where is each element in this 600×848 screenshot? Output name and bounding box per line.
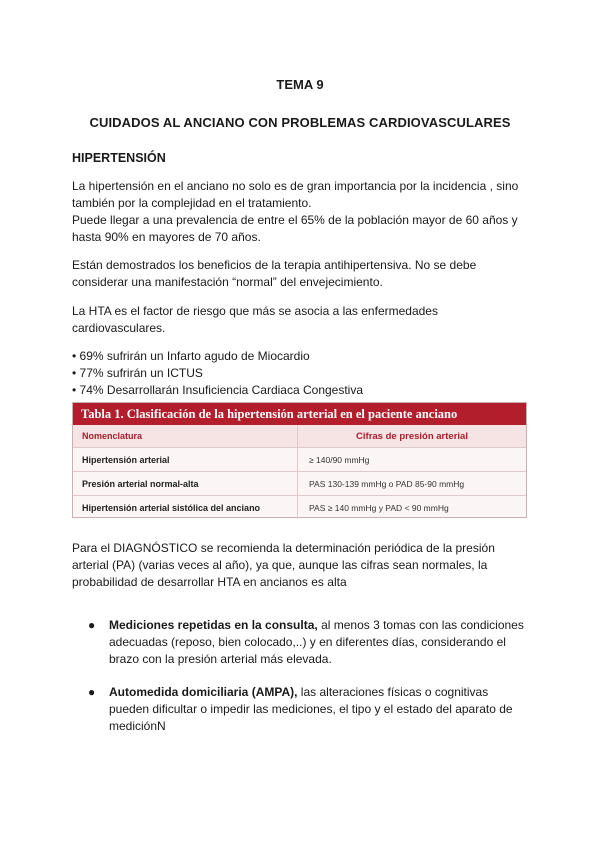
classification-table — [72, 402, 527, 518]
section-heading: HIPERTENSIÓN — [72, 151, 166, 165]
method-item — [88, 684, 528, 735]
table-row — [73, 472, 526, 496]
text-line: probabilidad de desarrollar HTA en ancianos es alta — [72, 575, 347, 589]
topic-number: TEMA 9 — [276, 77, 324, 92]
text-line: al menos 3 tomas con las condiciones — [317, 618, 524, 632]
table-caption: Tabla 1. Clasificación de la hipertensión arterial en el paciente anciano — [73, 403, 526, 425]
text-line: adecuadas (reposo, bien colocado,..) y en diferentes días, considerando el — [109, 635, 506, 649]
benefits-paragraph — [72, 257, 542, 291]
bullet-icon: ● — [88, 618, 96, 632]
text-line: las alteraciones físicas o cognitivas — [297, 685, 489, 699]
method-name: Mediciones repetidas en la consulta, — [109, 618, 318, 632]
text-line: La HTA es el factor de riesgo que más se asocia a las enfermedades — [72, 304, 438, 318]
intro-paragraph — [72, 178, 542, 246]
diagnosis-paragraph — [72, 540, 542, 591]
text-line: cardiovasculares. — [72, 321, 166, 335]
table-row — [73, 496, 526, 519]
text-line: hasta 90% en mayores de 70 años. — [72, 230, 261, 244]
text-line: considerar una manifestación “normal” del envejecimiento. — [72, 275, 383, 289]
stats-list — [72, 348, 363, 399]
list-item: • 74% Desarrollarán Insuficiencia Cardiaca Congestiva — [72, 382, 363, 399]
table-cell: PAS 130-139 mmHg o PAD 85-90 mmHg — [309, 478, 465, 489]
text-line: Puede llegar a una prevalencia de entre el 65% de la población mayor de 60 años y — [72, 213, 518, 227]
method-name: Automedida domiciliaria (AMPA), — [109, 685, 298, 699]
text-line: Para el DIAGNÓSTICO se recomienda la determinación periódica de la presión — [72, 541, 495, 555]
table-header-cell: Nomenclatura — [73, 425, 298, 447]
table-cell: PAS ≥ 140 mmHg y PAD < 90 mmHg — [309, 502, 449, 513]
list-item: • 69% sufrirán un Infarto agudo de Miocardio — [72, 348, 363, 365]
table-header-cell: Cifras de presión arterial — [356, 430, 468, 442]
table-cell: Hipertensión arterial sistólica del anciano — [73, 496, 298, 519]
list-item: • 77% sufrirán un ICTUS — [72, 365, 363, 382]
risk-paragraph — [72, 303, 542, 337]
page-title: CUIDADOS AL ANCIANO CON PROBLEMAS CARDIOVASCULARES — [89, 115, 511, 130]
text-line: pueden dificultar o impedir las mediciones, el tipo y el estado del aparato de — [109, 702, 513, 716]
text-line: Están demostrados los beneficios de la terapia antihipertensiva. No se debe — [72, 258, 477, 272]
text-line: también por la complejidad en el tratamiento. — [72, 196, 312, 210]
table-cell: Presión arterial normal-alta — [73, 472, 298, 495]
table-cell: ≥ 140/90 mmHg — [309, 454, 370, 465]
table-row — [73, 448, 526, 472]
table-header-row — [73, 425, 526, 448]
method-item — [88, 617, 528, 668]
text-line: brazo con la presión arterial más elevada. — [109, 652, 332, 666]
bullet-icon: ● — [88, 685, 96, 699]
text-line: mediciónN — [109, 719, 166, 733]
table-cell: Hipertensión arterial — [73, 448, 298, 471]
text-line: arterial (PA) (varias veces al año), ya que, aunque las cifras sean normales, la — [72, 558, 488, 572]
text-line: La hipertensión en el anciano no solo es de gran importancia por la incidencia , sino — [72, 179, 519, 193]
